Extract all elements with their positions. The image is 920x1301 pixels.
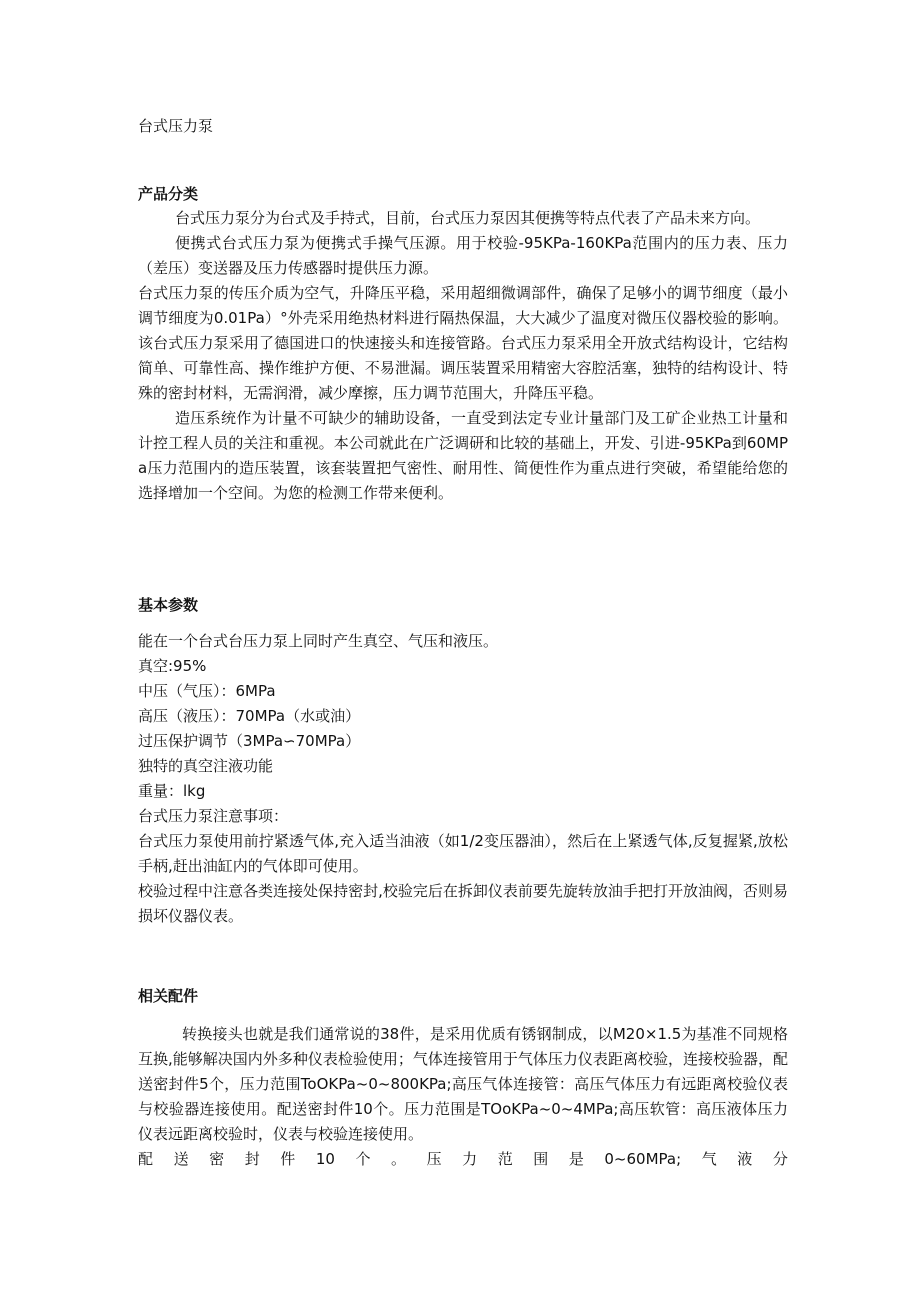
last-line-segment: 件: [280, 1150, 296, 1168]
last-line-segment: 分: [772, 1150, 788, 1168]
last-line-segment: 。: [391, 1150, 407, 1168]
last-line-segment: 压: [426, 1150, 442, 1168]
last-line-segment: 封: [244, 1150, 260, 1168]
last-line-segment: 是: [568, 1150, 584, 1168]
last-line-segment: 范: [497, 1150, 513, 1168]
paragraph: 台式压力泵分为台式及手持式，目前，台式压力泵因其便携等特点代表了产品未来方向。: [175, 209, 761, 227]
section-heading: 产品分类: [138, 185, 199, 203]
paragraph: 转换接头也就是我们通常说的38件，是采用优质有锈钢制成，以M20×1.5为基准不同规格互换,能够解决国内外多种仪表检验使用；气体连接管用于气体压力仪表距离校验，连接校验器，配送密封件5个，压力范围ToOKPa~0~800KPa;高压气体连接管：高压气体压力有远距离校验仪表与校验器连接使用。配送密封件10个。压力范围是TOoKPa~0~4MPa;高压软管：高压液体压力仪表远距离校验时，仪表与校验连接使用。: [138, 1025, 788, 1143]
last-line-segment: 10: [315, 1150, 335, 1168]
param-line: 台式压力泵注意事项：: [138, 807, 289, 825]
section-heading: 相关配件: [138, 987, 199, 1005]
document-title: 台式压力泵: [138, 117, 214, 135]
paragraph: 台式压力泵的传压介质为空气，升降压平稳，采用超细微调部件，确保了足够小的调节细度（最小调节细度为0.01Pa）°外壳采用绝热材料进行隔热保温，大大减少了温度对微压仪器校验的影响。该台式压力泵采用了德国进口的快速接头和连接管路。台式压力泵采用全开放式结构设计，它结构简单、可靠性高、操作维护方便、不易泄漏。调压装置采用精密大容腔活塞，独特的结构设计、特殊的密封材料，无需润滑，减少摩擦，压力调节范围大，升降压平稳。: [138, 284, 788, 402]
section-accessories: [138, 984, 788, 1172]
section-heading: 基本参数: [138, 596, 199, 614]
paragraph: 便携式台式压力泵为便携式手操气压源。用于校验-95KPa-160KPa范围内的压力表、压力（差压）变送器及压力传感器时提供压力源。: [138, 234, 788, 277]
note-paragraph: 校验过程中注意各类连接处保持密封,校验完后在拆卸仪表前要先旋转放油手把打开放油阀，否则易损坏仪器仪表。: [138, 882, 788, 925]
param-line: 中压（气压）：6MPa: [138, 682, 276, 700]
last-line-segment: 密: [209, 1150, 225, 1168]
param-line: 真空:95%: [138, 657, 207, 675]
param-line: 能在一个台式台压力泵上同时产生真空、气压和液压。: [138, 632, 499, 650]
paragraph: 造压系统作为计量不可缺少的辅助设备，一直受到法定专业计量部门及工矿企业热工计量和计控工程人员的关注和重视。本公司就此在广泛调研和比较的基础上，开发、引进-95KPa到60MPa压力范围内的造压装置，该套装置把气密性、耐用性、简便性作为重点进行突破，希望能给您的选择增加一个空间。为您的检测工作带来便利。: [138, 409, 788, 502]
last-line-segment: 液: [737, 1150, 753, 1168]
param-line: 重量：lkg: [138, 782, 206, 800]
param-line: 过压保护调节（3MPa∽70MPa）: [138, 732, 361, 750]
last-line-segment: 送: [173, 1150, 189, 1168]
last-line-segment: 配: [138, 1150, 154, 1168]
last-line-segment: 个: [355, 1150, 371, 1168]
last-line-segment: 气: [701, 1150, 717, 1168]
param-line: 高压（液压）：70MPa（水或油）: [138, 707, 361, 725]
distributed-last-line: [138, 1147, 788, 1172]
section-classification: [138, 182, 788, 506]
param-line: 独特的真空注液功能: [138, 757, 274, 775]
last-line-segment: 0~60MPa;: [604, 1150, 682, 1168]
section-parameters: [138, 593, 788, 929]
last-line-segment: 力: [462, 1150, 478, 1168]
note-paragraph: 台式压力泵使用前拧紧透气体,充入适当油液（如1/2变压器油），然后在上紧透气体,反复握紧,放松手柄,赶出油缸内的气体即可使用。: [138, 832, 788, 875]
last-line-segment: 围: [533, 1150, 549, 1168]
